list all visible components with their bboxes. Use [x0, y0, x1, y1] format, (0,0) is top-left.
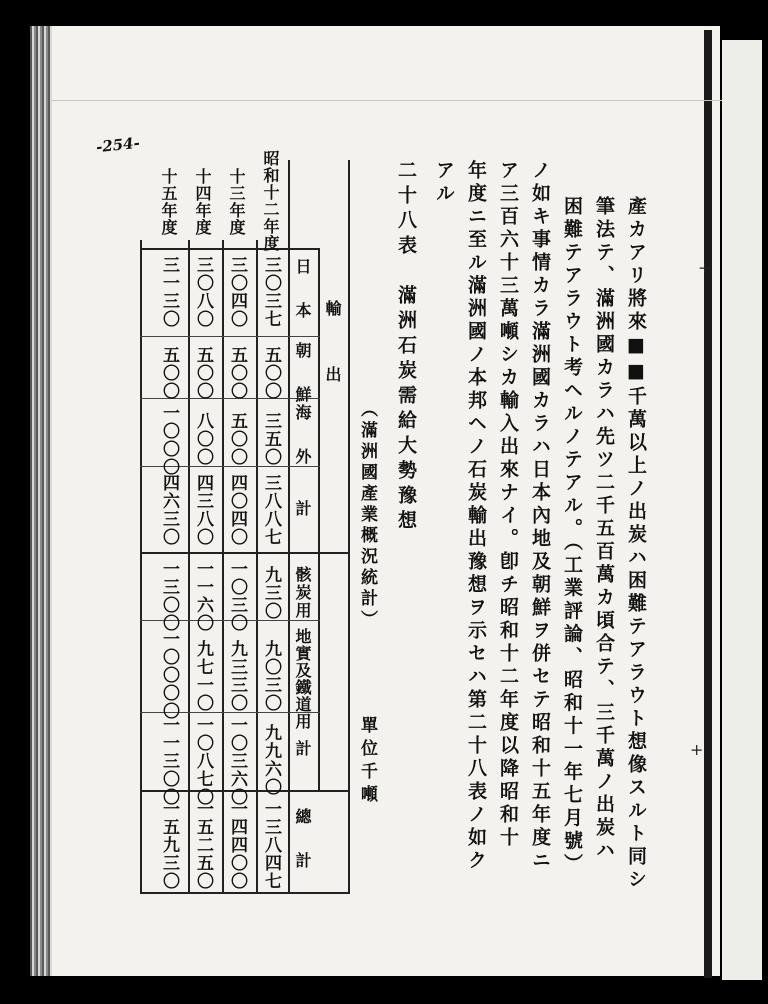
body-line-6: 年度ニ至ル滿洲國ノ本邦ヘノ石炭輸出豫想ヲ示セハ第二十八表ノ如ク	[465, 160, 487, 873]
cell-local-rail: 九三三〇	[227, 640, 247, 712]
cell-korea: 五〇〇	[193, 346, 213, 400]
header-overseas: 海 外	[293, 404, 312, 470]
cell-overseas: 八〇〇	[193, 412, 213, 466]
col-divider-export-total	[140, 552, 350, 554]
cell-export-total: 四六三〇	[159, 474, 179, 546]
table-border-left	[140, 240, 142, 892]
adjacent-page-strip	[722, 40, 762, 980]
header-column-divider	[288, 160, 290, 892]
table-border-bottom	[140, 892, 350, 894]
cell-local-rail: 九七一〇	[193, 640, 213, 712]
page-header-rule	[52, 100, 722, 101]
body-line-3: 困難テアラウト考ヘルノテアル。（工業評論、昭和十一年七月號）	[561, 196, 583, 877]
header-local-rail: 地實及鐵道用	[293, 628, 312, 730]
cell-korea: 五〇〇	[159, 346, 179, 400]
registration-mark-icon: +	[698, 258, 712, 277]
row-year: 十三年度	[227, 168, 246, 236]
cell-korea: 五〇〇	[261, 346, 281, 400]
body-line-4: ノ如キ事情カラ滿洲國カラハ日本內地及朝鮮ヲ併セテ昭和十五年度ニ	[529, 160, 551, 873]
row-divider-3	[188, 240, 190, 892]
cell-korea: 五〇〇	[227, 346, 247, 400]
cell-grand-total: 一三八四七	[261, 800, 281, 890]
registration-mark-icon: +	[690, 740, 704, 759]
table-border-right	[348, 160, 350, 892]
domestic-subheader-divider	[318, 560, 320, 790]
cell-coking: 一三〇〇	[159, 560, 179, 632]
col-divider-year	[140, 248, 320, 250]
header-domestic-total: 計	[293, 740, 312, 762]
cell-export-total: 四三八〇	[193, 474, 213, 546]
table-source: （滿洲國產業概況統計）	[357, 400, 377, 631]
header-export: 輸 出	[323, 300, 342, 388]
cell-japan: 三一三〇	[159, 256, 179, 328]
header-korea: 朝 鮮	[293, 342, 312, 408]
cell-coking: 一一六〇	[193, 560, 213, 632]
table-title: 二十八表 滿洲石炭需給大勢豫想	[395, 160, 417, 535]
cell-export-total: 四〇四〇	[227, 474, 247, 546]
cell-domestic-total: 一一三〇〇	[159, 716, 179, 806]
cell-local-rail: 一〇〇〇〇	[159, 630, 179, 720]
col-divider-japan	[140, 336, 320, 337]
body-line-7: アル	[433, 160, 455, 206]
page-number: -254-	[95, 133, 141, 157]
row-divider-2	[222, 240, 224, 892]
header-coking: 骸炭用	[293, 566, 312, 620]
header-export-total: 計	[293, 500, 312, 522]
cell-domestic-total: 一〇三六〇	[227, 716, 247, 806]
table-unit: 單位千噸	[357, 716, 377, 808]
cell-japan: 三〇八〇	[193, 256, 213, 328]
cell-grand-total: 一五二五〇	[193, 800, 213, 890]
cell-export-total: 三八八七	[261, 474, 281, 546]
cell-grand-total: 一五九三〇	[159, 800, 179, 890]
body-line-2: 筆法テ、滿洲國カラハ先ツ二千五百萬カ頃合テ、三千萬ノ出炭ハ	[593, 196, 615, 863]
cell-local-rail: 九〇三〇	[261, 640, 281, 712]
header-japan: 日 本	[293, 258, 312, 324]
cell-overseas: 五〇〇	[227, 412, 247, 466]
page-right-edge	[704, 30, 712, 978]
row-divider-1	[256, 240, 258, 892]
row-year: 昭和十二年度	[261, 150, 280, 252]
cell-japan: 三〇四〇	[227, 256, 247, 328]
cell-japan: 三〇三七	[261, 256, 281, 328]
cell-domestic-total: 一〇八七〇	[193, 716, 213, 806]
body-line-5: ア三百六十三萬噸シカ輸入出來ナイ。卽チ昭和十二年度以降昭和十	[497, 160, 519, 850]
cell-overseas: 三五〇	[261, 412, 281, 466]
body-line-1: 產カアリ將來■■千萬以上ノ出炭ハ困難テアラウト想像スルト同シ	[625, 196, 647, 892]
cell-overseas: 一〇〇〇	[159, 404, 179, 476]
cell-coking: 九三〇	[261, 566, 281, 620]
row-year: 十四年度	[193, 168, 212, 236]
page-binding-edge	[30, 26, 52, 976]
header-grand-total: 總 計	[293, 808, 312, 874]
cell-domestic-total: 九九六〇	[261, 724, 281, 796]
row-year: 十五年度	[159, 168, 178, 236]
cell-grand-total: 一四四〇〇	[227, 800, 247, 890]
cell-coking: 一〇三〇	[227, 560, 247, 632]
